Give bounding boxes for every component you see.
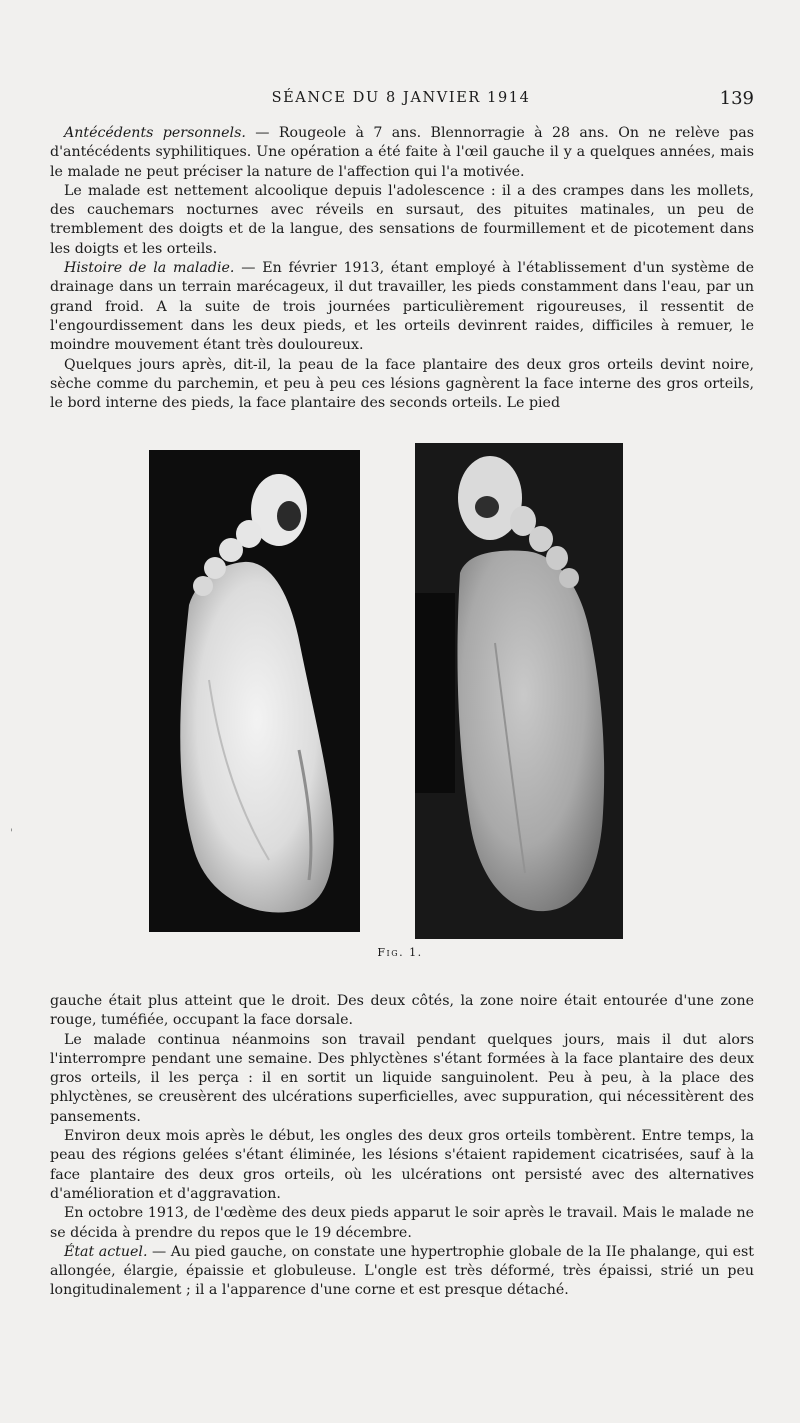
right-foot-photo-graphic: [415, 443, 623, 939]
paragraph: [50, 182, 754, 259]
paragraph-text: — En février 1913, étant employé à l'établissement d'un système de drainage dans un terrain marécageux, il dut travailler, les pieds constamment dans l'eau, par un grand froid. A la suite de trois journées particulièrement rigoureuses, il ressentit de l'engourdissement dans les deux pieds, et les orteils devinrent raides, difficiles à remuer, le moindre mouvement étant très douloureux.: [50, 260, 754, 354]
bottom-text-block: [50, 992, 754, 1301]
photo-left-foot-sole: [149, 450, 360, 932]
paragraph: [50, 124, 754, 182]
paragraph-text: Le malade est nettement alcoolique depuis l'adolescence : il a des crampes dans les mollets, des cauchemars nocturnes avec réveils en sursaut, des pituites matinales, un peu de tremblement des doigts et de la langue, des sensations de fourmillement et de picotement dans les doigts et les orteils.: [50, 182, 754, 257]
paragraph-lead: État actuel.: [64, 1243, 148, 1260]
figure-caption: Fig. 1.: [377, 946, 423, 959]
paragraph: [50, 1204, 754, 1243]
paragraph-text: Quelques jours après, dit-il, la peau de la face plantaire des deux gros orteils devint noire, sèche comme du parchemin, et peu à peu ces lésions gagnèrent la face interne des gros orteils, le bord interne des pieds, la face plantaire des seconds orteils. Le pied: [50, 356, 754, 412]
paragraph-text: — Rougeole à 7 ans. Blennorragie à 28 ans. On ne relève pas d'antécédents syphilitiques. Une opération a été faite à l'œil gauche il y a quelques années, mais le malade ne peut préciser la nature de l'affection qui l'a motivée.: [50, 125, 754, 180]
paragraph-text: gauche était plus atteint que le droit. Des deux côtés, la zone noire était entourée d'une zone rouge, tuméfiée, occupant la face dorsale.: [50, 993, 754, 1029]
running-title: SÉANCE DU 8 JANVIER 1914: [271, 90, 531, 106]
running-header: [48, 88, 754, 114]
paragraph-text: Environ deux mois après le début, les ongles des deux gros orteils tombèrent. Entre temps, la peau des régions gelées s'étant éliminée, les lésions s'étaient rapidement cicatrisées, sauf à la face plantaire des deux gros orteils, où les ulcérations ont persisté avec des alternatives d'amélioration et d'aggravation.: [50, 1128, 754, 1202]
paragraph: [50, 259, 754, 355]
paragraph-text: Le malade continua néanmoins son travail pendant quelques jours, mais il dut alors l'interrompre pendant une semaine. Des phlyctènes s'étant formées à la face plantaire des deux gros orteils, il les perça : il en sortit un liquide sanguinolent. Peu à peu, à la place des phlyctènes, se creusèrent des ulcérations superficielles, avec suppuration, qui nécessitèrent des pansements.: [50, 1031, 754, 1125]
margin-mark: ': [10, 828, 13, 839]
photo-right-foot-sole: [415, 443, 623, 939]
paragraph-lead: Antécédents personnels.: [64, 125, 246, 141]
paragraph-lead: Histoire de la maladie.: [64, 260, 235, 277]
left-foot-photo-graphic: [149, 450, 360, 932]
paragraph: [50, 1243, 754, 1301]
paragraph: [50, 1127, 754, 1204]
paragraph: [50, 992, 754, 1031]
top-text-block: [50, 124, 754, 413]
paragraph: [50, 1031, 754, 1127]
paragraph-text: — Au pied gauche, on constate une hypertrophie globale de la IIe phalange, qui est allongée, élargie, épaissie et globuleuse. L'ongle est très déformé, très épaissi, strié un peu longitudinalement ; il a l'apparence d'une corne et est presque détaché.: [50, 1243, 754, 1299]
page-number: 139: [719, 88, 754, 109]
paragraph-text: En octobre 1913, de l'œdème des deux pieds apparut le soir après le travail. Mais le malade ne se décida à prendre du repos que le 19 décembre.: [50, 1205, 754, 1241]
paragraph: [50, 356, 754, 414]
